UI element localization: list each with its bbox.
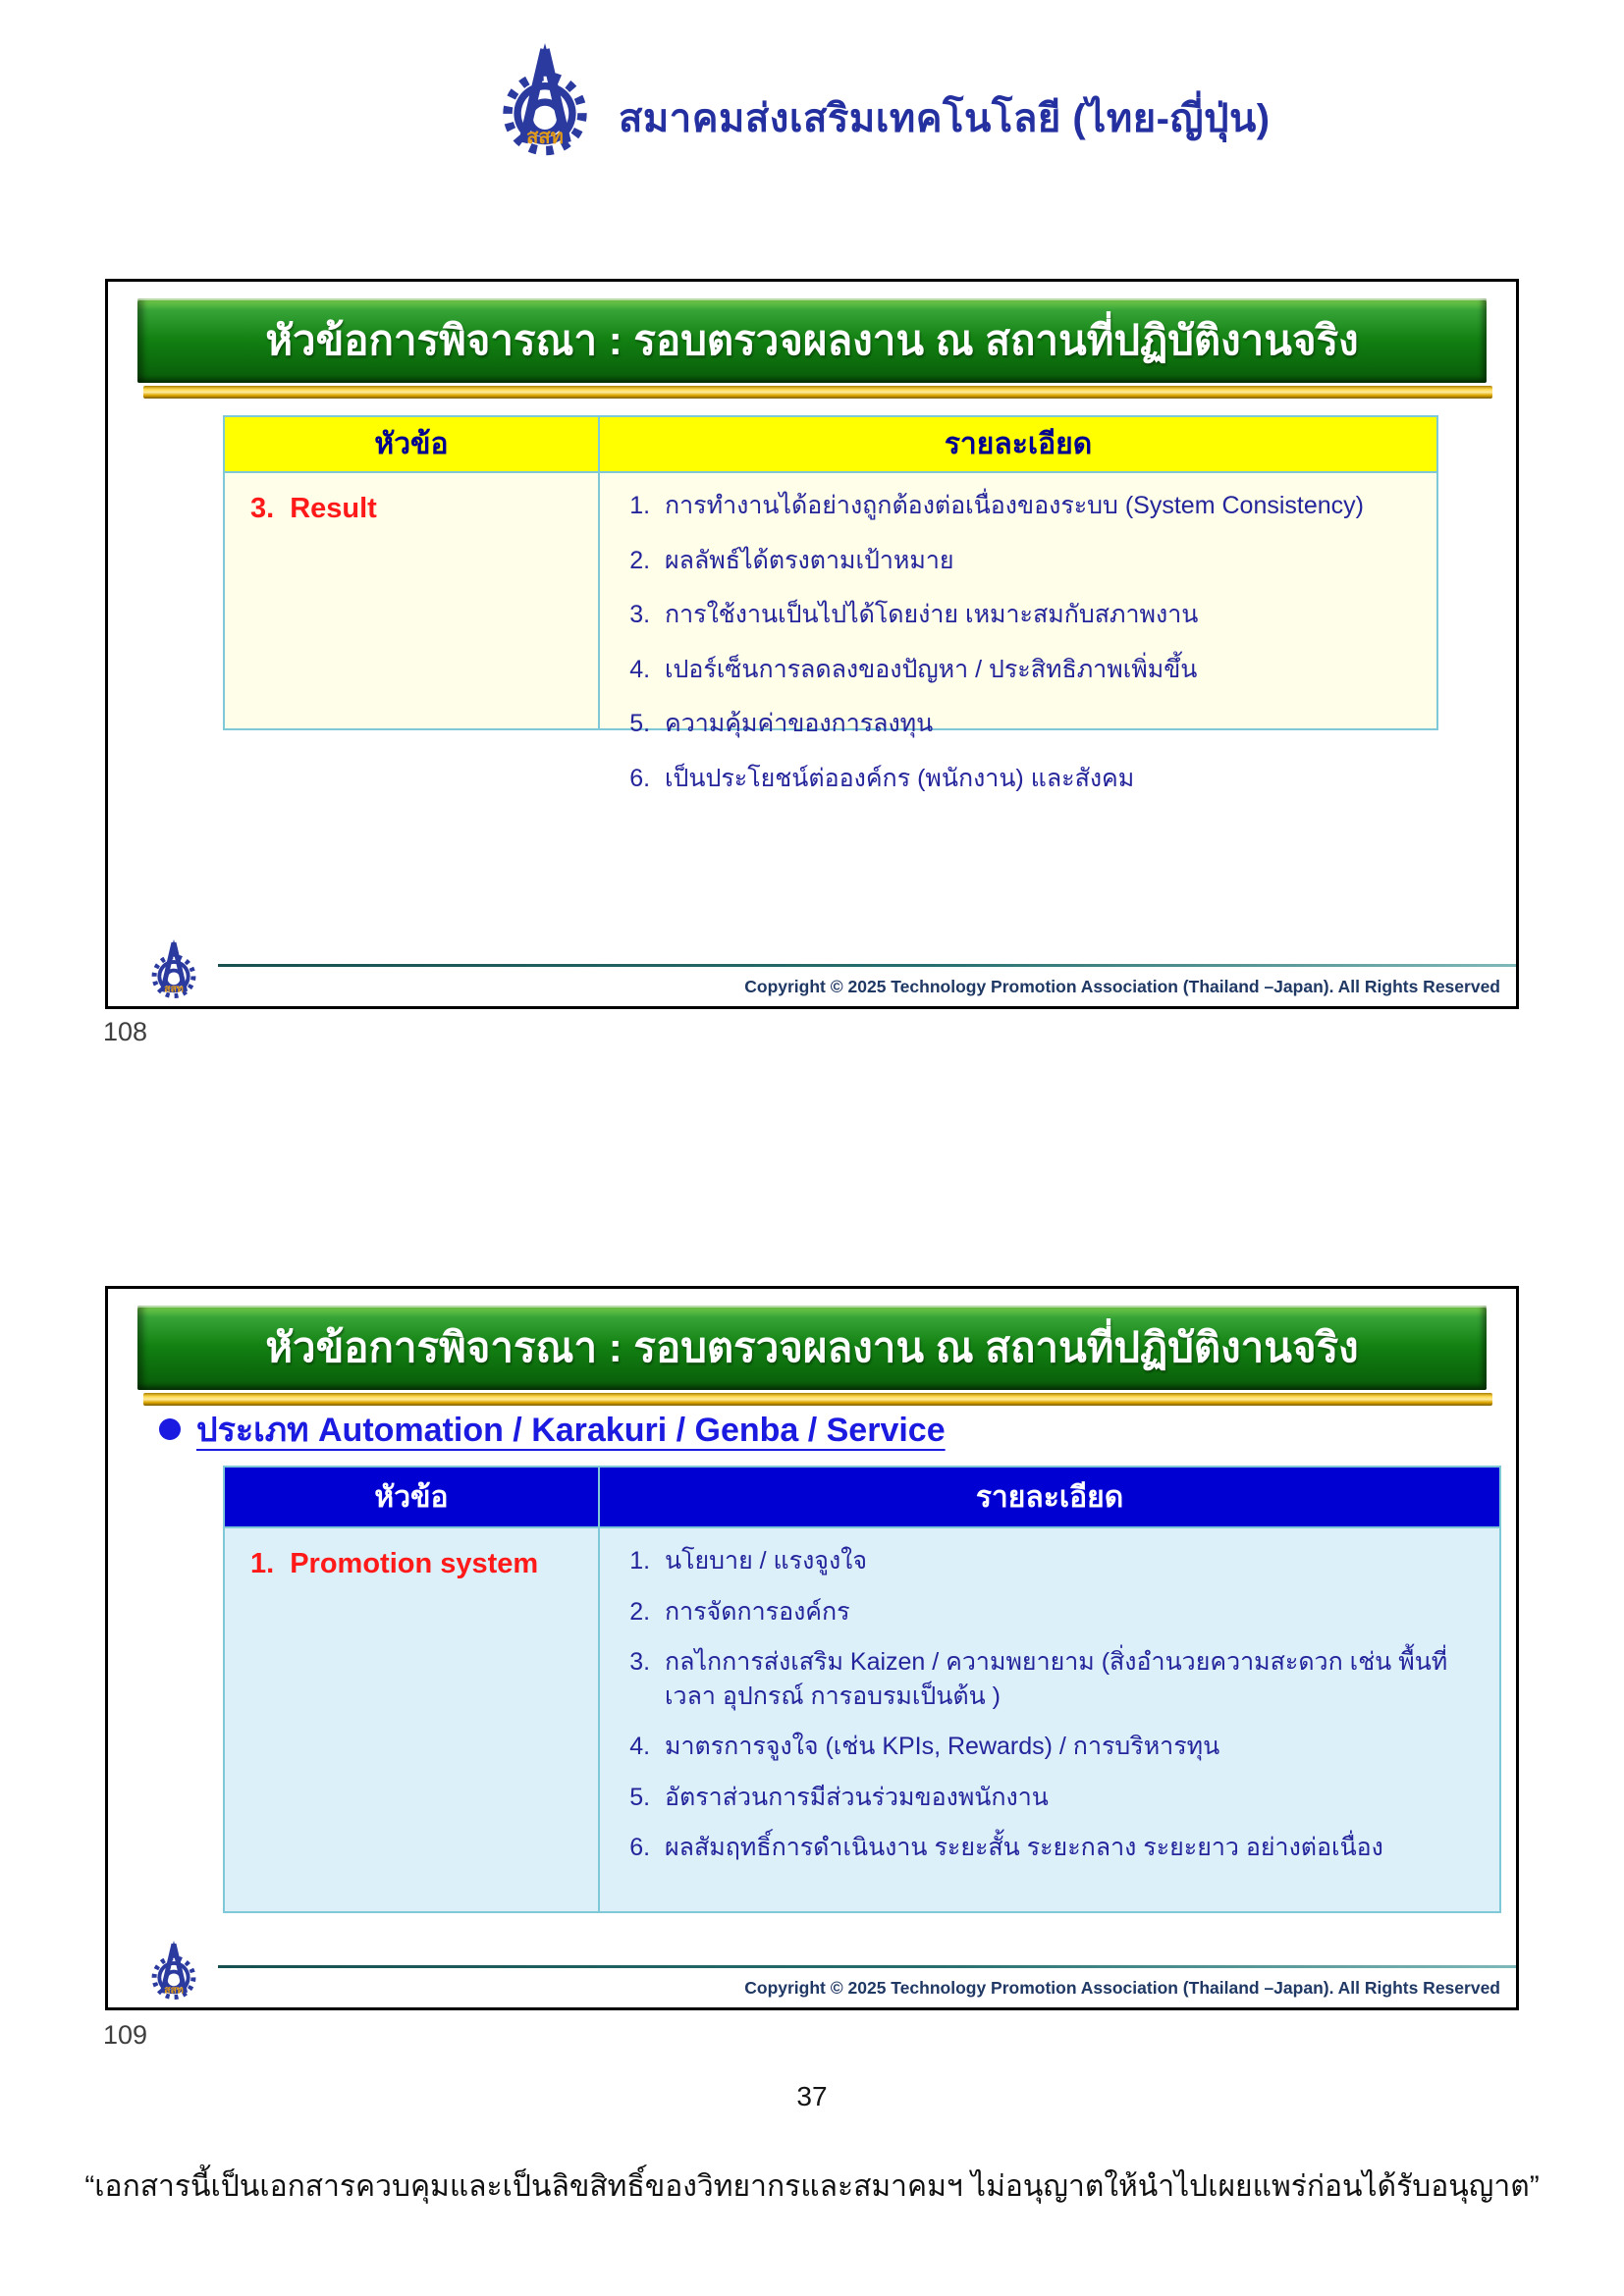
slide2-table-header-row bbox=[225, 1468, 1499, 1528]
slide1-number: 108 bbox=[103, 1017, 148, 1046]
detail-item: 3. กลไกการส่งเสริม Kaizen / ความพยายาม (สิ่งอำนวยความสะดวก เช่น พื้นที่ เวลา อุปกรณ์ การอบรมเป็นต้น ) bbox=[657, 1645, 1472, 1713]
slide1-table-header-row bbox=[225, 417, 1436, 473]
slide1-col-header-detail: รายละเอียด bbox=[600, 417, 1436, 471]
logo-sst-text: สสท bbox=[526, 127, 564, 149]
slide1-title-bar bbox=[137, 298, 1487, 383]
slide1-detail-list bbox=[600, 489, 1436, 795]
slide2-criteria-table bbox=[223, 1466, 1501, 1913]
detail-item: 2. ผลลัพธ์ได้ตรงตามเป้าหมาย bbox=[657, 544, 1436, 578]
detail-item: 2. การจัดการองค์กร bbox=[657, 1595, 1472, 1629]
slide2-category-heading bbox=[159, 1403, 946, 1456]
slide1-detail-cell bbox=[600, 473, 1436, 792]
slide1-criteria-table bbox=[223, 415, 1438, 792]
detail-item: 3. การใช้งานเป็นไปได้โดยง่าย เหมาะสมกับสภาพงาน bbox=[657, 598, 1436, 632]
slide1-topic-label: Result bbox=[290, 493, 377, 524]
detail-item: 1. การทำงานได้อย่างถูกต้องต่อเนื่องของระบบ (System Consistency) bbox=[657, 489, 1436, 523]
slide2-category-heading-text: ประเภท Automation / Karakuri / Genba / Service bbox=[196, 1412, 946, 1449]
slide2-topic-label: Promotion system bbox=[290, 1548, 539, 1579]
slide1-col-header-topic: หัวข้อ bbox=[225, 417, 600, 471]
slide2-topic-cell bbox=[225, 1528, 600, 1911]
slide2-col-header-detail: รายละเอียด bbox=[600, 1468, 1499, 1526]
slide1-copyright: Copyright © 2025 Technology Promotion Association (Thailand –Japan). All Rights Reserved bbox=[744, 977, 1500, 996]
tpa-gear-logo-icon bbox=[491, 43, 599, 159]
slide2-number: 109 bbox=[103, 2020, 148, 2050]
slide2-title: หัวข้อการพิจารณา : รอบตรวจผลงาน ณ สถานที่ปฏิบัติงานจริง bbox=[265, 1324, 1359, 1370]
slide-108 bbox=[105, 279, 1519, 1009]
logo-sst-text: สสท bbox=[164, 1984, 184, 1997]
footer-divider-line bbox=[218, 964, 1516, 967]
logo-sst-text: สสท bbox=[164, 983, 184, 995]
slide1-topic-number: 3. bbox=[250, 493, 275, 524]
detail-item: 5. อัตราส่วนการมีส่วนร่วมของพนักงาน bbox=[657, 1781, 1472, 1815]
detail-item: 4. เปอร์เซ็นการลดลงของปัญหา / ประสิทธิภาพเพิ่มขึ้น bbox=[657, 653, 1436, 687]
page-number: 37 bbox=[796, 2081, 828, 2111]
slide-109 bbox=[105, 1286, 1519, 2010]
confidentiality-note: “เอกสารนี้เป็นเอกสารควบคุมและเป็นลิขสิทธิ์ของวิทยากรและสมาคมฯ ไม่อนุญาตให้นำไปเผยแพร่ก่อนได้รับอนุญาต” bbox=[84, 2170, 1540, 2203]
slide2-detail-cell bbox=[600, 1528, 1499, 1911]
slide1-title-accent-bar bbox=[143, 386, 1492, 399]
detail-item: 1. นโยบาย / แรงจูงใจ bbox=[657, 1544, 1472, 1578]
slide1-table-body-row bbox=[225, 473, 1436, 792]
slide2-copyright: Copyright © 2025 Technology Promotion Association (Thailand –Japan). All Rights Reserved bbox=[744, 1978, 1500, 1998]
detail-item: 6. เป็นประโยชน์ต่อองค์กร (พนักงาน) และสังคม bbox=[657, 762, 1436, 796]
slide1-footer bbox=[108, 928, 1516, 1006]
slide1-topic-cell bbox=[225, 473, 600, 728]
detail-item: 6. ผลสัมฤทธิ์การดำเนินงาน ระยะสั้น ระยะกลาง ระยะยาว อย่างต่อเนื่อง bbox=[657, 1831, 1472, 1865]
slide2-col-header-topic: หัวข้อ bbox=[225, 1468, 600, 1526]
footer-divider-line bbox=[218, 1965, 1516, 1968]
slide2-table-body-row bbox=[225, 1528, 1499, 1911]
slide1-title: หัวข้อการพิจารณา : รอบตรวจผลงาน ณ สถานที่ปฏิบัติงานจริง bbox=[265, 317, 1359, 363]
page-header bbox=[491, 43, 1271, 159]
slide2-footer bbox=[108, 1929, 1516, 2007]
tpa-gear-logo-icon bbox=[145, 939, 202, 1000]
slide2-topic-number: 1. bbox=[250, 1548, 275, 1579]
bullet-dot-icon bbox=[159, 1418, 181, 1440]
detail-item: 5. ความคุ้มค่าของการลงทุน bbox=[657, 707, 1436, 741]
detail-item: 4. มาตรการจูงใจ (เช่น KPIs, Rewards) / การบริหารทุน bbox=[657, 1730, 1472, 1764]
slide2-detail-list bbox=[600, 1544, 1499, 1865]
slide2-title-bar bbox=[137, 1306, 1487, 1390]
tpa-gear-logo-icon bbox=[145, 1941, 202, 2002]
org-name: สมาคมส่งเสริมเทคโนโลยี (ไทย-ญี่ปุ่น) bbox=[619, 97, 1271, 140]
